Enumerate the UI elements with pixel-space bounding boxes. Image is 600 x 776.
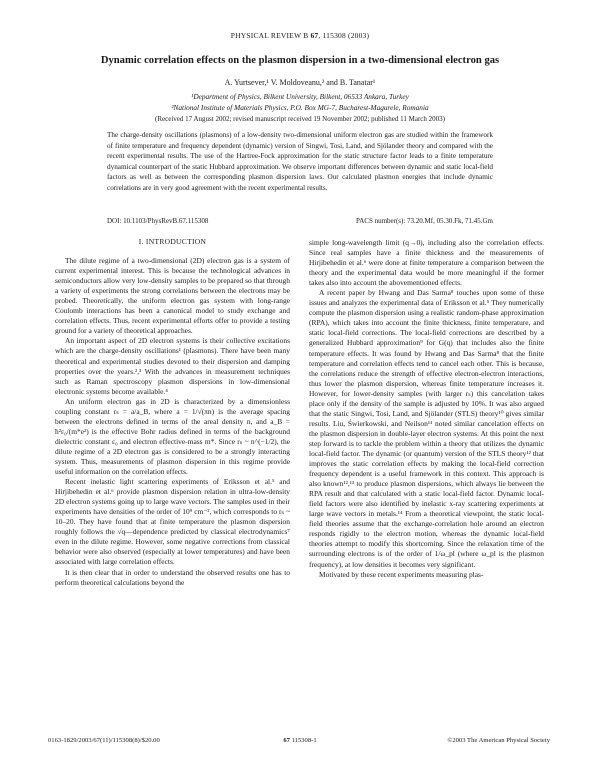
- received-dates: (Received 17 August 2002; revised manuscript received 19 November 2002; published 11 March 2003): [155, 115, 445, 123]
- paragraph: An important aspect of 2D electron systems is their collective excitations which are the charge-density oscillations¹ (plasmons). There have been many theoretical and experimental studies devoted to their dispersion and damping properties over the years.²,³ With the advances in measurement techniques such as Raman spectroscopy plasmon dispersions in low-dimensional electronic systems become available.⁴: [55, 336, 290, 396]
- journal-article-year: , 115308 (2003): [318, 31, 370, 40]
- paragraph: It is then clear that in order to understand the observed results one has to perform theoretical calculations beyond the: [55, 567, 290, 587]
- footer-article-code: 0163-1829/2003/67(11)/115308(8)/$20.00: [48, 737, 160, 744]
- journal-volume: 67: [310, 31, 319, 40]
- doi[interactable]: DOI: 10.1103/PhysRevB.67.115308: [107, 217, 209, 225]
- right-column: [309, 238, 544, 580]
- paragraph: The dilute regime of a two-dimensional (2D) electron gas is a system of current experimental interest. This is because the technological advances in semiconductors allow very low-density samples to be prepared so that through a variety of experiments the strong correlations between the electrons may be probed. Theoretically, the uniform electron gas system with long-range Coulomb interactions has been a canonical model to study exchange and correlation effects. Thus, recent experimental efforts offer to provide a testing ground for a variety of theoretical approaches.: [55, 256, 290, 336]
- section-heading: I. INTRODUCTION: [138, 237, 207, 246]
- paragraph: Motivated by these recent experiments measuring plas-: [319, 569, 484, 579]
- paragraph: A recent paper by Hwang and Das Sarma⁸ touches upon some of these issues and analyzes the experimental data of Eriksson et al.⁵ They numerically compute the plasmon dispersion using a realistic random-phase approximation (RPA), which takes into account the finite thickness, finite temperature, and static local-field corrections. The local-field corrections are described by a generalized Hubbard approximation⁹ for G(q) that includes also the finite temperature effects. It was found by Hwang and Das Sarma⁸ that the finite temperature and correlation effects tend to cancel each other. This is because, the correlations reduce the strength of effective electron-electron interactions, thus lower the plasmon dispersion, whereas finite temperature increases it. However, for lower-density samples (with larger rₛ) this cancelation takes place only if the density of the sample is adjusted by 10%. It was also argued that the static Singwi, Tosi, Land, and Sjölander (STLS) theory¹⁰ gives similar results. Liu, Świerkowski, and Neilson¹¹ noted similar cancelation effects on the plasmon dispersion in double-layer electron systems. At this point the next step forward is to tackle the problem within a theory that utilizes the dynamic local-field factor. The dynamic (or quantum) version of the STLS theory¹² that improves the static correlation effects by making the local-field correction frequency dependent is a useful framework in this context. This approach is also known¹²,¹³ to produce plasmon dispersions, which always lie between the RPA result and that calculated with a static local-field factor. Dynamic local-field factors were also identified by inelastic x-ray scattering experiments at large wave vectors in metals.¹⁴ From a theoretical viewpoint, the static local-field theories assume that the exchange-correlation hole around an electron responds rigidly to the electron motion, whereas the dynamic local-field theories attempt to modify this shortcoming. Since the relaxation time of the surrounding electrons is of the order of 1/ω_pl (where ω_pl is the plasmon frequency), at low densities it becomes very significant.: [309, 288, 544, 569]
- footer-page-number: 115308-1: [291, 737, 317, 744]
- left-column: [55, 238, 290, 588]
- author-list: A. Yurtsever,¹ V. Moldoveanu,² and B. Tanatar¹: [224, 78, 376, 87]
- paper-title: Dynamic correlation effects on the plasmon dispersion in a two-dimensional electron gas: [100, 55, 500, 66]
- footer-volume: 67: [283, 737, 290, 744]
- pacs-numbers: PACS number(s): 73.20.Mf, 05.30.Fk, 71.45.Gm: [355, 217, 493, 225]
- footer-copyright: ©2003 The American Physical Society: [447, 737, 550, 744]
- journal-header: [0, 31, 600, 40]
- paragraph: An uniform electron gas in 2D is characterized by a dimensionless coupling constant rₛ = a/a_B, where a = 1/√(πn) is the average spacing between the electrons defined in terms of the areal density n, and a_B = ħ²ε₀/(m*e²) is the effective Bohr radius defined in terms of the background dielectric constant ε₀ and electron effective-mass m*. Since rₛ ~ n^(−1/2), the dilute regime of a 2D electron gas is considered to be a strongly interacting system. Thus, measurements of plasmon dispersion in this regime provide useful information on the correlation effects.: [55, 396, 290, 477]
- journal-name: PHYSICAL REVIEW B: [230, 31, 309, 40]
- abstract: The charge-density oscillations (plasmons) of a low-density two-dimensional uniform electron gas are studied within the framework of finite temperature and frequency dependent (dynamic) version of Singwi, Tosi, Land, and Sjölander theory and compared with the recent experimental results. The use of the Hartree-Fock approximation for the static structure factor leads to a finite temperature dynamical counterpart of the static Hubbard approximation. We observe important differences between dynamic and static local-field factors as well as between the corresponding plasmon dispersion laws. Our calculated plasmon energies that include dynamic correlations are in very good agreement with the recent experimental results.: [107, 131, 493, 192]
- paragraph: simple long-wavelength limit (q→0), including also the correlation effects. Since real samples have a finite thickness and the measurements of Hirjibehedin et al.⁶ were done at finite temperature a comparison between the theory and the experimental data would be more meaningful if the former takes also into account the abovementioned effects.: [309, 238, 544, 288]
- paragraph: Recent inelastic light scattering experiments of Eriksson et al.⁵ and Hirjibehedin et al.⁶ provide plasmon dispersion relation in ultra-low-density 2D electron systems going up to large wave vectors. The samples used in their experiments have densities of the order of 10⁹ cm⁻², which corresponds to rₛ ~ 10–20. They have found that at finite temperature the plasmon dispersion roughly follows the √q—dependence predicted by classical electrodynamics⁷ even in the dilute regime. However, some negative corrections from classical behavior were also observed (especially at lower temperatures) and have been associated with large correlation effects.: [55, 477, 290, 567]
- affiliation-1: ¹Department of Physics, Bilkent University, Bilkent, 06533 Ankara, Turkey: [191, 92, 409, 101]
- affiliation-2: ²National Institute of Materials Physics, P.O. Box MG-7, Bucharest-Magurele, Romania: [171, 103, 429, 112]
